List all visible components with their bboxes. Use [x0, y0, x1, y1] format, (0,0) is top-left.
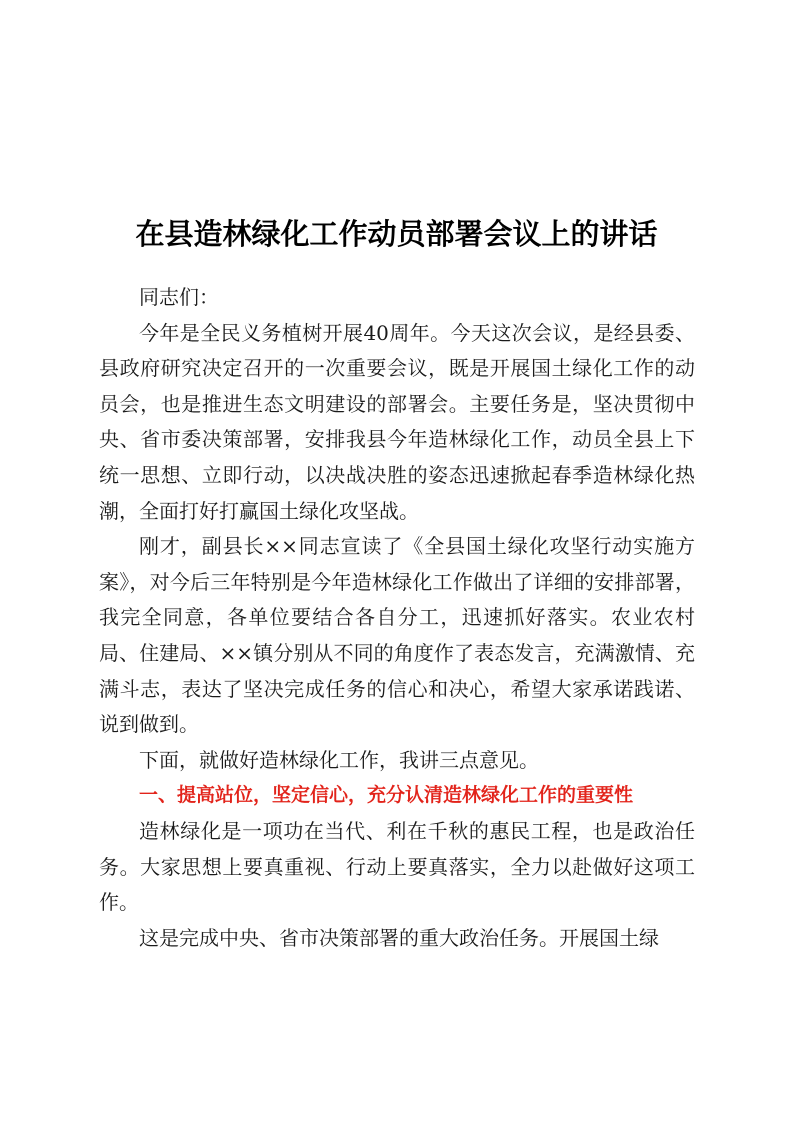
- document-body: [99, 280, 695, 956]
- salutation: 同志们：: [139, 285, 219, 309]
- paragraph-review: 刚才，副县长××同志宣读了《全县国土绿化攻坚行动实施方案》，对今后三年特别是今年造林绿化工作做出了详细的安排部署，我完全同意，各单位要结合各自分工，迅速抓好落实。农业农村局、住建局、××镇分别从不同的角度作了表态发言，充满激情、充满斗志，表达了坚决完成任务的信心和决心，希望大家承诺践诺、说到做到。: [99, 534, 695, 737]
- document-title: 在县造林绿化工作动员部署会议上的讲话: [135, 217, 658, 251]
- paragraph-intro: 今年是全民义务植树开展40周年。今天这次会议，是经县委、县政府研究决定召开的一次重要会议，既是开展国土绿化工作的动员会，也是推进生态文明建设的部署会。主要任务是，坚决贯彻中央、省市委决策部署，安排我县今年造林绿化工作，动员全县上下统一思想、立即行动，以决战决胜的姿态迅速掀起春季造林绿化热潮，全面打好打赢国土绿化攻坚战。: [99, 320, 695, 523]
- section-1-paragraph-continued: 这是完成中央、省市决策部署的重大政治任务。开展国土绿: [139, 925, 659, 950]
- paragraph-transition: 下面，就做好造林绿化工作，我讲三点意见。: [139, 747, 539, 772]
- section-heading-1: 一、提高站位，坚定信心，充分认清造林绿化工作的重要性: [139, 784, 634, 807]
- section-1-paragraph: 造林绿化是一项功在当代、利在千秋的惠民工程，也是政治任务。大家思想上要真重视、行动上要真落实，全力以赴做好这项工作。: [99, 818, 695, 915]
